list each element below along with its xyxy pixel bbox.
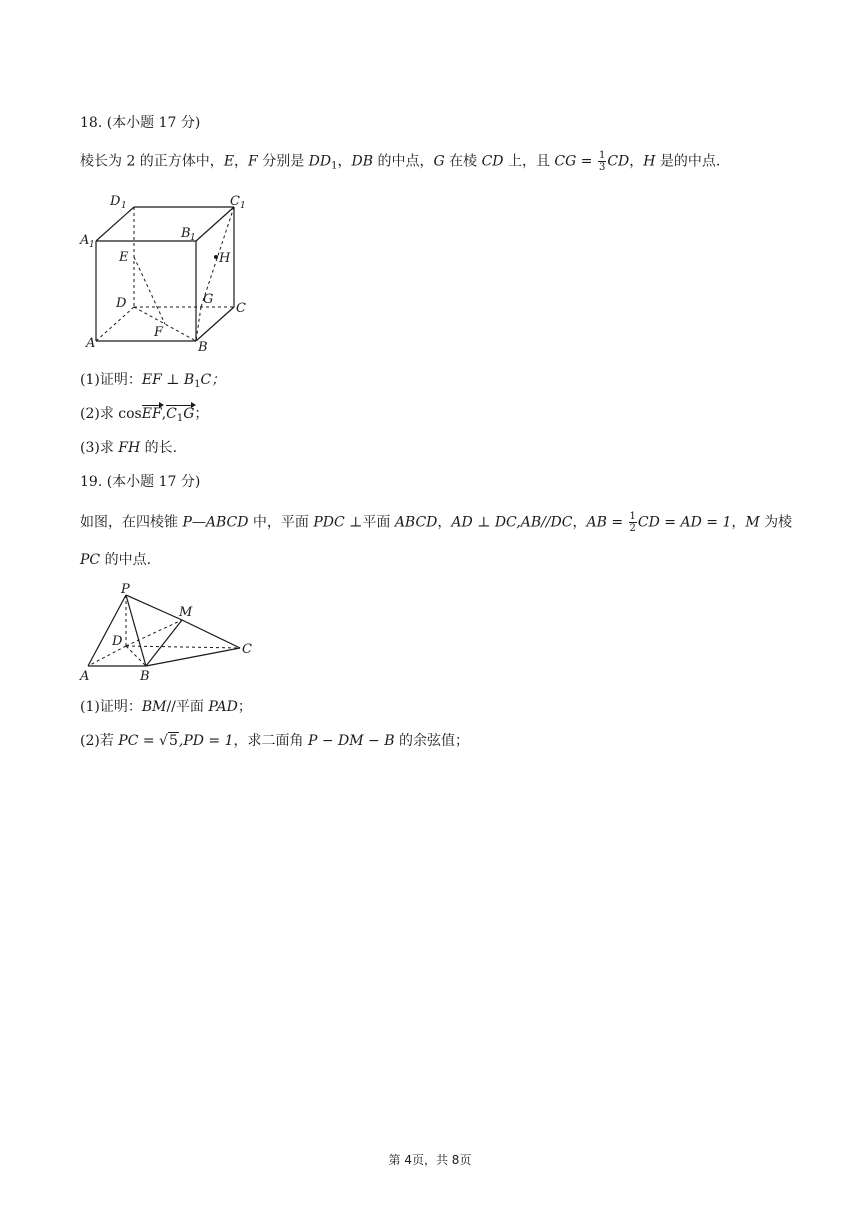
q18-header: 18. (本小题 17 分) [80, 115, 201, 131]
q18-part1: (1)证明：EF ⊥ $B_1C$； [80, 372, 226, 390]
svg-text:1: 1 [240, 201, 246, 211]
page-footer: 第 4页，共 8页 [388, 1153, 472, 1167]
q19-stem: 如图，在四棱锥 P—ABCD 中，平面 PDC ⊥平面 ABCD，AD ⊥ DC,AB//DC，AB = $\frac{1}{2}$ CD = AD = 1，M 为棱 [80, 511, 793, 534]
label-b1: B [181, 226, 191, 241]
svg-text:1: 1 [89, 240, 95, 250]
label-c: C [236, 301, 246, 316]
label-a: A [80, 669, 90, 684]
label-b: B [140, 669, 150, 684]
q19-stem-line2: PC 的中点. [80, 552, 152, 568]
q19-header: 19. (本小题 17 分) [80, 474, 201, 490]
svg-text:1: 1 [190, 233, 196, 243]
q19-part1: (1)证明：BM//平面 PAD； [80, 699, 252, 715]
label-p: P [121, 582, 130, 597]
label-d1: D [110, 194, 121, 209]
label-d: D [112, 634, 123, 649]
q19-part2: (2)若 PC = √5,PD = 1，求二面角 P − DM − B 的余弦值； [80, 733, 469, 749]
label-e: E [119, 250, 129, 265]
fraction-one-half: $\frac{1}{2}$ [629, 511, 636, 534]
label-a: A [86, 336, 96, 351]
fraction-one-third: $\frac{1}{3}$ [598, 150, 606, 173]
sqrt-five: √5 [159, 733, 178, 749]
label-c1: C [230, 194, 240, 209]
label-h: H [219, 251, 231, 266]
label-f: F [154, 325, 164, 340]
label-m: M [179, 605, 193, 620]
label-b: B [198, 340, 208, 355]
q18-stem: 棱长为 2 的正方体中，E，F 分别是 $DD_1$，DB 的中点，G 在棱 CD 上，且 CG = $\frac{1}{3}$ CD，H 是的中点. [80, 150, 721, 173]
q18-part3: (3)求 FH 的长. [80, 440, 178, 456]
label-d: D [116, 296, 127, 311]
label-g: G [203, 292, 214, 307]
label-c: C [242, 642, 252, 657]
q18-part2: (2)求 $cosEF,C_1G$； [80, 406, 209, 424]
label-a1: A [80, 233, 90, 248]
svg-text:1: 1 [121, 201, 127, 211]
